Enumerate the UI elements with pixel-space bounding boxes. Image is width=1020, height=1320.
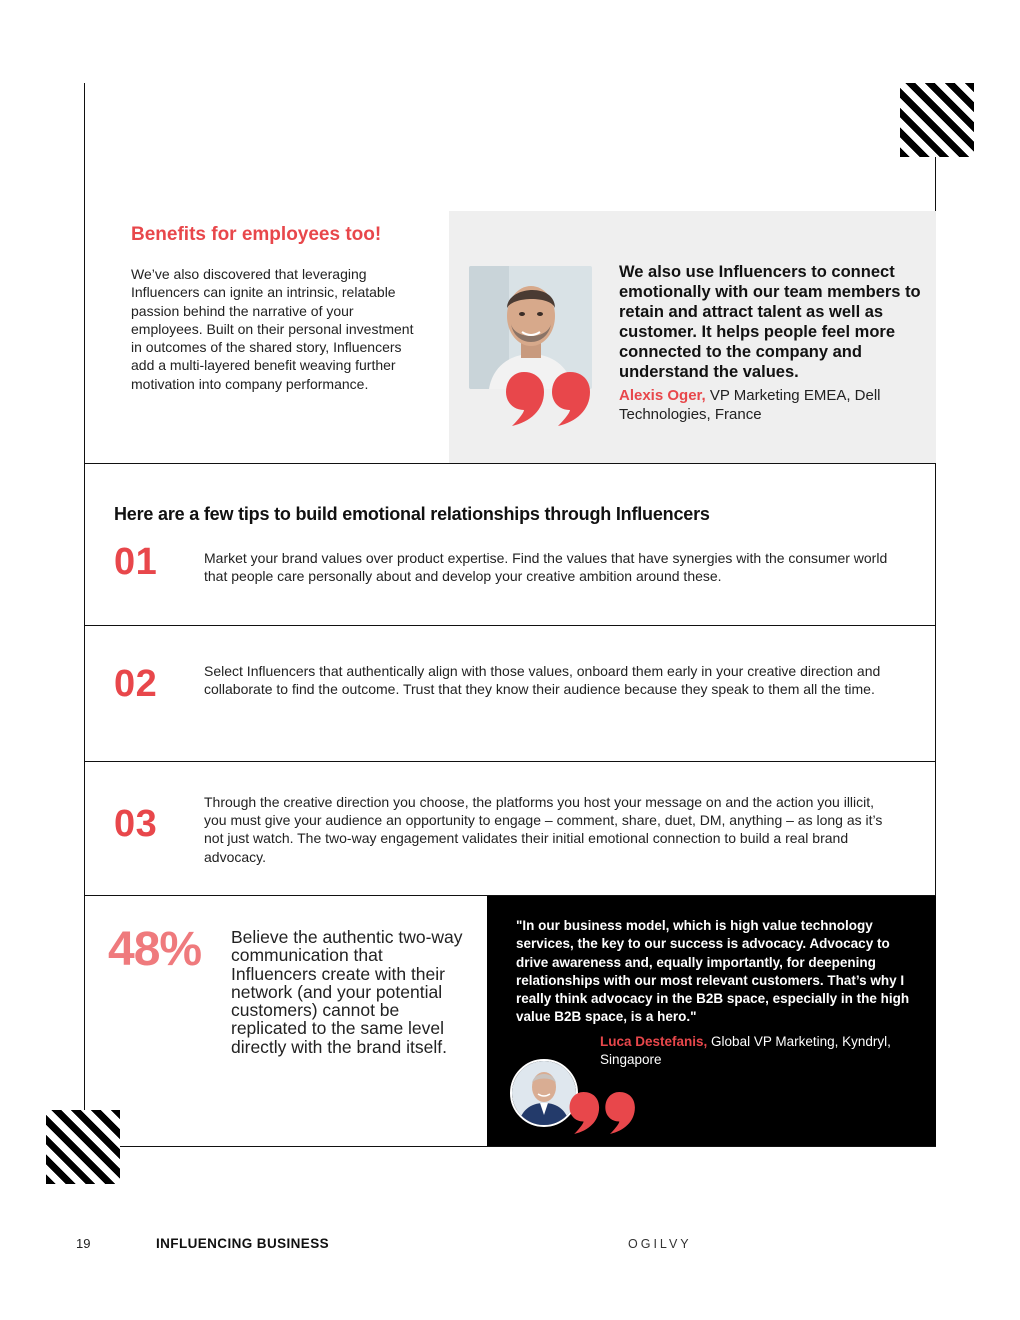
benefits-heading: Benefits for employees too! <box>131 224 382 245</box>
tip-text: Select Influencers that authentically align with those values, onboard them early in your creative direction and collaborate to find the outcome. Trust that they know their audience because they speak to them all the time. <box>204 663 881 698</box>
diagonal-stripes-icon <box>46 1110 120 1184</box>
divider-3 <box>84 761 936 762</box>
author-role: VP Marketing EMEA, Dell Technologies, France <box>619 387 881 423</box>
page-number: 19 <box>76 1236 91 1251</box>
brand-logo: OGILVY <box>628 1237 692 1251</box>
quote-author <box>600 1033 920 1068</box>
footer-title: INFLUENCING BUSINESS <box>156 1236 330 1251</box>
stat-description: Believe the authentic two-way communication that Influencers create with their network (and your potential customers) cannot be replicated to the same level directly with the brand itself. <box>231 927 463 1057</box>
quote-text: "In our business model, which is high value technology services, the key to our success is advocacy. Advocacy to drive awareness and, equally importantly, for deepening relationships with our most relevant customers. That’s why I really think advocacy in the B2B space, especially in the high value B2B space, is a hero." <box>516 918 910 1025</box>
tip-number: 01 <box>114 541 158 583</box>
divider-2 <box>84 625 936 626</box>
quote-text: We also use Influencers to connect emotionally with our team members to retain and attract talent as well as customer. It helps people feel more connected to the company and understand the values. <box>619 263 921 381</box>
frame-left-line <box>84 83 85 1146</box>
author-role: Global VP Marketing, Kyndryl, Singapore <box>600 1034 891 1067</box>
stat-value: 48% <box>108 923 202 976</box>
author-name: Luca Destefanis, <box>600 1034 708 1049</box>
tip-number: 02 <box>114 663 158 705</box>
tips-heading: Here are a few tips to build emotional relationships through Influencers <box>114 504 710 524</box>
diagonal-stripes-icon <box>900 83 974 157</box>
quote-marks-icon <box>568 1090 638 1136</box>
quote-marks-icon <box>504 370 594 428</box>
divider-bottom <box>84 1146 936 1147</box>
tip-number: 03 <box>114 803 158 845</box>
divider-1 <box>84 463 936 464</box>
quote-author <box>619 386 919 424</box>
benefits-paragraph: We’ve also discovered that leveraging Influencers can ignite an intrinsic, relatable passion behind the narrative of your employees. Built on their personal investment in outcomes of the shared story, Influencers add a multi-layered benefit weaving further motivation into company performance. <box>131 266 414 392</box>
tip-text: Through the creative direction you choose, the platforms you host your message on and the action you illicit, you must give your audience an opportunity to engage – comment, share, duet, DM, anything – as long as it’s not just watch. The two-way engagement validates their initial emotional connection to build a real brand advocacy. <box>204 794 883 865</box>
tip-text: Market your brand values over product expertise. Find the values that have synergies with the consumer world that people care personally about and develop your creative ambition around these. <box>204 550 888 585</box>
author-name: Alexis Oger, <box>619 387 706 404</box>
